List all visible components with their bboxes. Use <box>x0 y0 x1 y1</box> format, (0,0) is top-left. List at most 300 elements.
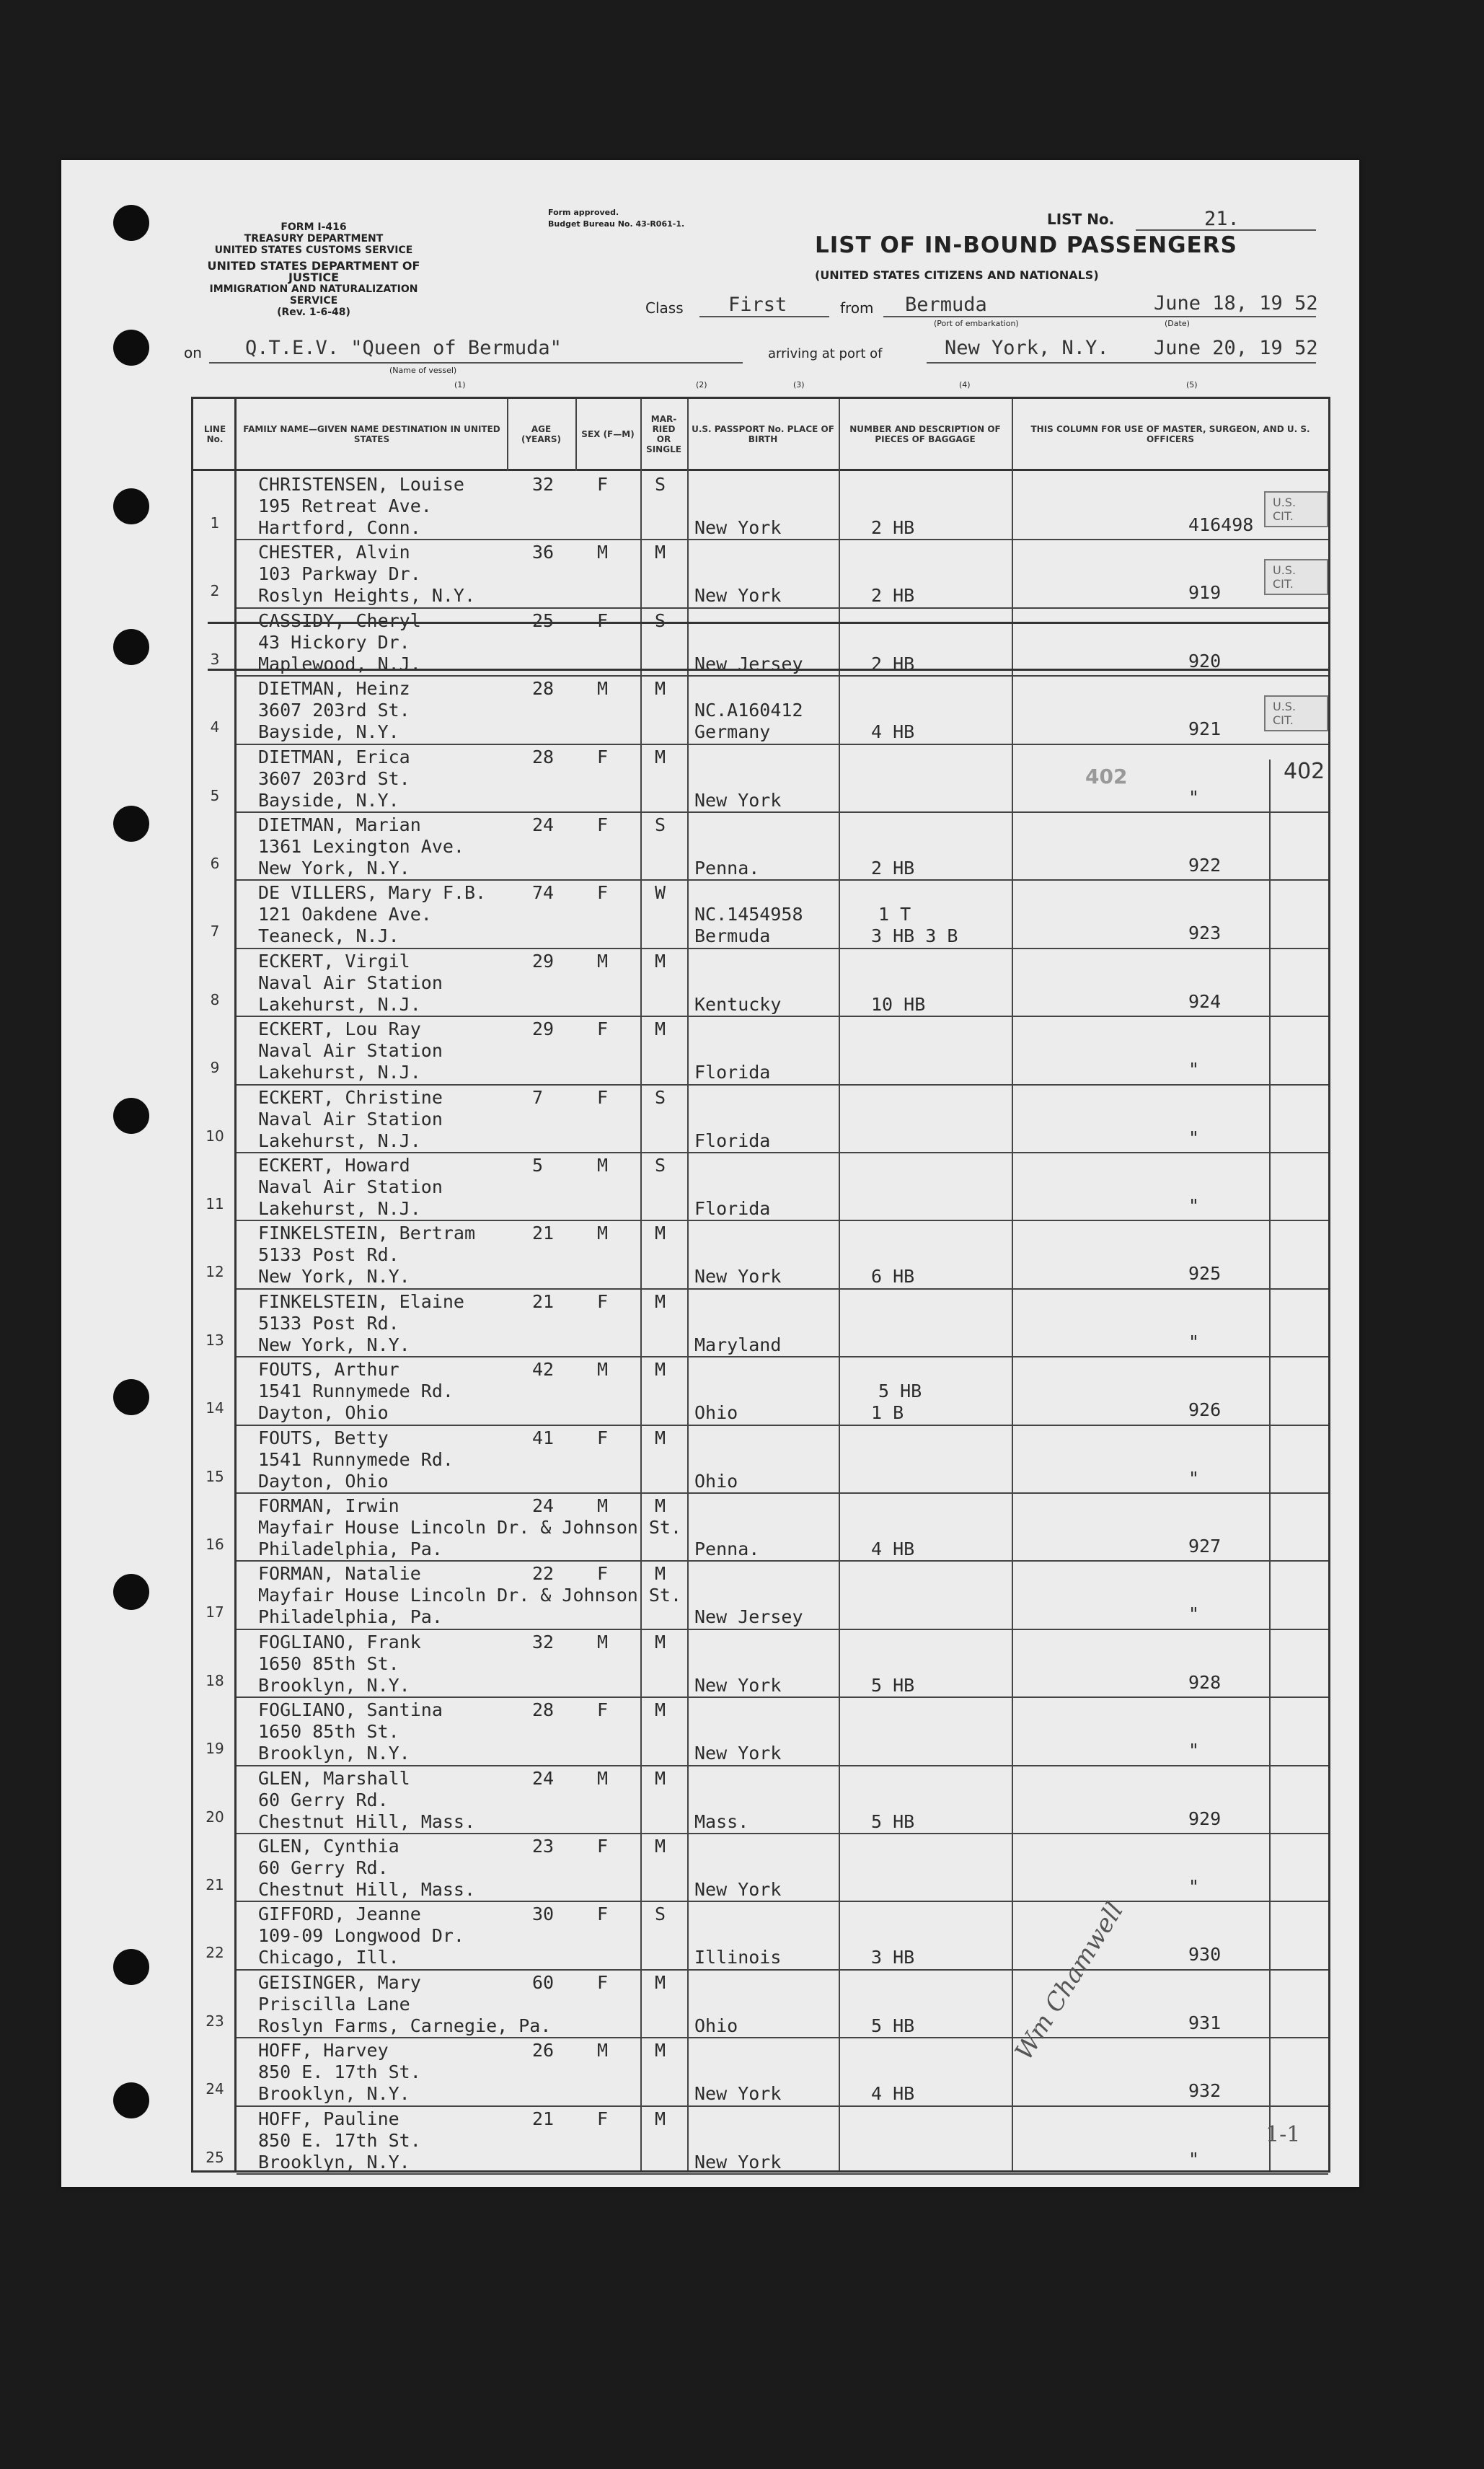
margin-number: 402 <box>1284 759 1325 784</box>
cell-l2: 43 Hickory Dr. <box>258 631 410 653</box>
cell-age: 28 <box>532 1699 555 1721</box>
arrival-date: June 20, 19 52 <box>1154 337 1318 359</box>
punch-hole <box>113 1949 149 1985</box>
cell-sex: F <box>597 1290 609 1312</box>
cell-l2: 1541 Runnymede Rd. <box>258 1381 454 1402</box>
line-number: 10 <box>206 1127 224 1145</box>
punch-hole <box>113 806 149 842</box>
line-number: 13 <box>206 1331 224 1349</box>
cell-l1: FOUTS, Arthur <box>258 1359 399 1381</box>
cell-l1: FOGLIANO, Frank <box>258 1631 421 1652</box>
cell-off: " <box>1188 1195 1200 1216</box>
cell-ms: M <box>655 542 666 563</box>
cell-age: 26 <box>532 2040 555 2061</box>
colhead-officers: THIS COLUMN FOR USE OF MASTER, SURGEON, AND U. S. OFFICERS <box>1012 399 1329 471</box>
document-subtitle: (UNITED STATES CITIZENS AND NATIONALS) <box>815 268 1099 282</box>
cell-l1: CASSIDY, Cheryl <box>258 609 421 631</box>
cell-off: " <box>1188 1331 1200 1352</box>
line-number: 4 <box>210 718 220 736</box>
cell-l1: DIETMAN, Marian <box>258 814 421 835</box>
date-caption: (Date) <box>1165 319 1190 328</box>
cell-l3: Philadelphia, Pa. <box>258 1606 443 1628</box>
cell-l2: Mayfair House Lincoln Dr. & Johnson St. <box>258 1585 681 1606</box>
cell-off: " <box>1188 2148 1200 2170</box>
table-row <box>206 1765 1328 1834</box>
cell-off: 925 <box>1188 1263 1222 1285</box>
cell-l3: Chicago, Ill. <box>258 1947 399 1968</box>
cell-bag2: 3 HB 3 B <box>871 925 958 947</box>
table-row <box>206 1969 1328 2038</box>
table-row <box>210 675 1328 744</box>
cell-l2: Naval Air Station <box>258 1108 443 1130</box>
cell-l3: New York, N.Y. <box>258 1266 410 1288</box>
cell-l3: Lakehurst, N.J. <box>258 993 421 1015</box>
cell-off: 921 <box>1188 718 1222 740</box>
cell-l3: Bayside, N.Y. <box>258 721 399 743</box>
cell-age: 25 <box>532 609 555 631</box>
cell-l2: Priscilla Lane <box>258 1993 410 2015</box>
cell-l1: DIETMAN, Erica <box>258 746 410 767</box>
colhead-passport: U.S. PASSPORT No. PLACE OF BIRTH <box>687 399 839 471</box>
cell-sex: F <box>597 1971 609 1993</box>
cell-l2: 850 E. 17th St. <box>258 2061 421 2083</box>
strike-through-line <box>208 669 1328 671</box>
cell-age: 28 <box>532 746 555 767</box>
cell-l1: GLEN, Marshall <box>258 1767 410 1789</box>
cell-sex: F <box>597 814 609 835</box>
line-number: 8 <box>210 990 220 1008</box>
cell-l2: 5133 Post Rd. <box>258 1244 399 1266</box>
cell-birth: New Jersey <box>694 653 803 674</box>
cell-l2: 1361 Lexington Ave. <box>258 836 464 857</box>
punch-hole <box>113 205 149 241</box>
cell-off: 928 <box>1188 1671 1222 1693</box>
vessel-caption: (Name of vessel) <box>389 366 457 375</box>
cell-l2: 60 Gerry Rd. <box>258 1857 389 1878</box>
us-citizen-stamp: U.S. CIT. <box>1264 695 1328 731</box>
vessel-name: Q.T.E.V. "Queen of Bermuda" <box>245 337 562 359</box>
cell-off: " <box>1188 786 1200 808</box>
cell-l3: Lakehurst, N.J. <box>258 1130 421 1151</box>
cell-bag2: 5 HB <box>871 1674 915 1696</box>
cell-l3: Brooklyn, N.Y. <box>258 1743 410 1764</box>
us-citizen-stamp: U.S. CIT. <box>1264 559 1328 595</box>
from-label: from <box>840 299 874 317</box>
cell-l2: 5133 Post Rd. <box>258 1312 399 1334</box>
cell-ms: M <box>655 1631 666 1652</box>
cell-sex: M <box>597 950 609 972</box>
cell-birth: Kentucky <box>694 993 782 1015</box>
cell-l1: CHRISTENSEN, Louise <box>258 474 464 495</box>
cell-l2: 195 Retreat Ave. <box>258 496 432 516</box>
cell-l3: Chestnut Hill, Mass. <box>258 1810 476 1832</box>
cell-birth: New Jersey <box>694 1606 803 1628</box>
cell-sex: M <box>597 1223 609 1244</box>
cell-birth: Florida <box>694 1198 771 1219</box>
class-label: Class <box>645 299 684 317</box>
cell-off: 924 <box>1188 990 1222 1012</box>
cell-age: 30 <box>532 1904 555 1925</box>
line-number: 23 <box>206 2012 224 2030</box>
cell-sex: F <box>597 882 609 904</box>
table-row <box>206 2105 1328 2175</box>
cell-birth: New York <box>694 2083 782 2105</box>
cell-l3: Lakehurst, N.J. <box>258 1198 421 1219</box>
cell-birth: Penna. <box>694 858 760 879</box>
cell-off: 920 <box>1188 650 1222 672</box>
us-citizen-stamp: U.S. CIT. <box>1264 491 1328 527</box>
cell-age: 32 <box>532 474 555 495</box>
cell-sex: F <box>597 1904 609 1925</box>
cell-l3: Teaneck, N.J. <box>258 925 399 947</box>
cell-l3: Brooklyn, N.Y. <box>258 2151 410 2173</box>
line-number: 21 <box>206 1876 224 1893</box>
table-row <box>210 1016 1328 1085</box>
form-agency-block: FORM I-416 TREASURY DEPARTMENT UNITED STATES CUSTOMS SERVICE UNITED STATES DEPARTMENT OF JUSTICE IMMIGRATION AND NATURALIZATION SERVICE (Rev. 1-6-48) <box>207 221 420 318</box>
colhead-line: LINE No. <box>193 399 237 471</box>
cell-age: 21 <box>532 2108 555 2129</box>
cell-l2: Naval Air Station <box>258 972 443 993</box>
cell-l2: 103 Parkway Dr. <box>258 563 421 585</box>
cell-l2: 121 Oakdene Ave. <box>258 904 432 925</box>
cell-ms: M <box>655 678 666 700</box>
document-title: LIST OF IN-BOUND PASSENGERS <box>815 232 1237 258</box>
cell-l1: FINKELSTEIN, Elaine <box>258 1290 464 1312</box>
line-number: 20 <box>206 1808 224 1826</box>
cell-sex: F <box>597 1836 609 1857</box>
cell-bag2: 1 B <box>871 1402 904 1424</box>
cell-l3: New York, N.Y. <box>258 1334 410 1355</box>
cell-bag2: 6 HB <box>871 1266 915 1288</box>
cell-age: 74 <box>532 882 555 904</box>
cell-age: 5 <box>532 1155 544 1176</box>
cell-ms: M <box>655 1971 666 1993</box>
cell-l1: FORMAN, Irwin <box>258 1495 399 1516</box>
cell-birth: New York <box>694 1674 782 1696</box>
cell-l3: Bayside, N.Y. <box>258 789 399 811</box>
arriving-label: arriving at port of <box>768 346 883 361</box>
cell-sex: F <box>597 1699 609 1721</box>
colhead-married: MAR-RIED OR SINGLE <box>640 399 687 471</box>
cell-off: 929 <box>1188 1808 1222 1829</box>
cell-ms: M <box>655 950 666 972</box>
on-label: on <box>184 344 202 361</box>
cell-ms: M <box>655 1836 666 1857</box>
cell-l1: FORMAN, Natalie <box>258 1563 421 1585</box>
cell-birth: Ohio <box>694 1470 738 1492</box>
cell-off: " <box>1188 1127 1200 1148</box>
cell-age: 60 <box>532 1971 555 1993</box>
line-number: 5 <box>210 786 220 804</box>
cell-ms: M <box>655 1018 666 1040</box>
cell-sex: M <box>597 678 609 700</box>
cell-off: " <box>1188 1059 1200 1081</box>
cell-sex: F <box>597 474 609 495</box>
cell-bag2: 2 HB <box>871 653 915 674</box>
cell-ms: S <box>655 1086 666 1108</box>
cell-sex: F <box>597 1563 609 1585</box>
table-row <box>206 1629 1328 1698</box>
table-row <box>206 1901 1328 1970</box>
cell-ms: S <box>655 1904 666 1925</box>
cell-birth: New York <box>694 2151 782 2173</box>
arrival-port: New York, N.Y. <box>945 337 1109 359</box>
cell-l3: Dayton, Ohio <box>258 1402 389 1424</box>
cell-age: 36 <box>532 542 555 563</box>
cell-sex: M <box>597 2040 609 2061</box>
line-number: 6 <box>210 855 220 872</box>
cell-off: " <box>1188 1740 1200 1761</box>
cell-l2: Naval Air Station <box>258 1040 443 1062</box>
cell-off: 931 <box>1188 2012 1222 2033</box>
cell-pp: NC.1454958 <box>694 904 803 925</box>
colhead-baggage: NUMBER AND DESCRIPTION OF PIECES OF BAGGAGE <box>839 399 1012 471</box>
cell-birth: Germany <box>694 721 771 743</box>
line-number: 18 <box>206 1671 224 1689</box>
budget-bureau: Budget Bureau No. 43-R061-1. <box>548 219 685 229</box>
cell-l3: Chestnut Hill, Mass. <box>258 1879 476 1900</box>
cell-off: " <box>1188 1876 1200 1897</box>
cell-l2: 109-09 Longwood Dr. <box>258 1925 464 1947</box>
line-number: 7 <box>210 923 220 941</box>
cell-off: 416498 <box>1188 514 1254 535</box>
from-value: Bermuda <box>905 294 987 316</box>
table-row <box>206 1288 1328 1357</box>
cell-age: 21 <box>532 1290 555 1312</box>
cell-l3: Hartford, Conn. <box>258 517 421 538</box>
cell-birth: New York <box>694 517 782 538</box>
cell-age: 24 <box>532 1495 555 1516</box>
table-row <box>206 1560 1328 1629</box>
cell-birth: Mass. <box>694 1810 749 1832</box>
line-number: 9 <box>210 1059 220 1077</box>
cell-age: 22 <box>532 1563 555 1585</box>
cell-sex: M <box>597 542 609 563</box>
port-embarkation-caption: (Port of embarkation) <box>934 319 1019 328</box>
cell-sex: M <box>597 1495 609 1516</box>
cell-birth: New York <box>694 585 782 607</box>
cell-age: 7 <box>532 1086 544 1108</box>
cell-l2: Naval Air Station <box>258 1176 443 1197</box>
table-row <box>206 1833 1328 1902</box>
cell-ms: S <box>655 609 666 631</box>
cell-bag2: 4 HB <box>871 1539 915 1559</box>
line-number: 11 <box>206 1195 224 1213</box>
cell-l2: 3607 203rd St. <box>258 700 410 721</box>
cell-sex: M <box>597 1359 609 1381</box>
cell-age: 42 <box>532 1359 555 1381</box>
list-label: LIST No. <box>1047 211 1115 228</box>
cell-bag2: 4 HB <box>871 721 915 743</box>
cell-l1: HOFF, Harvey <box>258 2040 389 2061</box>
cell-l3: Philadelphia, Pa. <box>258 1539 443 1559</box>
cell-off: 923 <box>1188 923 1222 944</box>
cell-ms: W <box>655 882 666 904</box>
col-number-5: (5) <box>1186 380 1198 390</box>
cell-age: 24 <box>532 1767 555 1789</box>
cell-sex: F <box>597 2108 609 2129</box>
cell-bag2: 4 HB <box>871 2083 915 2105</box>
cell-sex: M <box>597 1767 609 1789</box>
cell-l1: FOGLIANO, Santina <box>258 1699 443 1721</box>
cell-sex: F <box>597 1086 609 1108</box>
cell-bag2: 2 HB <box>871 517 915 538</box>
colhead-age: AGE (YEARS) <box>507 399 575 471</box>
line-number: 19 <box>206 1740 224 1758</box>
cell-bag1: 5 HB <box>878 1381 922 1402</box>
cell-sex: M <box>597 1631 609 1652</box>
cell-l3: Roslyn Heights, N.Y. <box>258 585 476 607</box>
cell-ms: M <box>655 1563 666 1585</box>
punch-hole <box>113 1379 149 1415</box>
cell-l1: ECKERT, Virgil <box>258 950 410 972</box>
cell-sex: M <box>597 1155 609 1176</box>
table-row <box>206 1696 1328 1766</box>
colhead-name: FAMILY NAME—GIVEN NAME DESTINATION IN UNITED STATES <box>237 399 507 471</box>
cell-age: 29 <box>532 950 555 972</box>
class-value: First <box>728 294 787 316</box>
cell-ms: M <box>655 746 666 767</box>
passenger-table <box>203 397 1330 2173</box>
punch-hole <box>113 1574 149 1610</box>
cell-sex: F <box>597 1427 609 1448</box>
cell-birth: New York <box>694 1743 782 1764</box>
cell-birth: New York <box>694 1879 782 1900</box>
col-number-4: (4) <box>959 380 971 390</box>
table-row <box>210 744 1328 813</box>
table-row <box>210 471 1328 540</box>
cell-l3: Maplewood, N.J. <box>258 653 421 674</box>
cell-l3: Lakehurst, N.J. <box>258 1062 421 1083</box>
cell-age: 32 <box>532 1631 555 1652</box>
cell-sex: F <box>597 746 609 767</box>
punch-hole <box>113 330 149 366</box>
table-row <box>210 811 1328 881</box>
cell-l3: Brooklyn, N.Y. <box>258 2083 410 2105</box>
cell-ms: M <box>655 1427 666 1448</box>
cell-l2: 60 Gerry Rd. <box>258 1789 389 1810</box>
corner-mark: 1-1 <box>1266 2122 1301 2147</box>
table-row <box>210 607 1328 677</box>
cell-age: 24 <box>532 814 555 835</box>
cell-age: 21 <box>532 1223 555 1244</box>
cell-off: 922 <box>1188 855 1222 876</box>
table-row <box>206 1356 1328 1425</box>
cell-bag2: 2 HB <box>871 858 915 879</box>
cell-birth: Illinois <box>694 1947 782 1968</box>
cell-bag2: 3 HB <box>871 1947 915 1968</box>
punch-hole <box>113 629 149 665</box>
cell-l2: 1650 85th St. <box>258 1652 399 1674</box>
cell-ms: S <box>655 1155 666 1176</box>
table-row <box>206 1152 1328 1221</box>
cell-ms: M <box>655 1767 666 1789</box>
punch-hole <box>113 488 149 524</box>
cell-l3: Brooklyn, N.Y. <box>258 1674 410 1696</box>
cell-birth: Ohio <box>694 1402 738 1424</box>
cell-bag2: 10 HB <box>871 993 926 1015</box>
cell-bag2: 2 HB <box>871 585 915 607</box>
cell-l1: FINKELSTEIN, Bertram <box>258 1223 476 1244</box>
line-number: 12 <box>206 1263 224 1281</box>
line-number: 2 <box>210 582 220 600</box>
cell-l3: New York, N.Y. <box>258 858 410 879</box>
faint-stamp-number: 402 <box>1085 765 1128 788</box>
cell-birth: Florida <box>694 1062 771 1083</box>
document-page <box>61 160 1359 2187</box>
cell-off: 932 <box>1188 2080 1222 2102</box>
punch-hole <box>113 1098 149 1134</box>
cell-ms: M <box>655 1495 666 1516</box>
cell-bag1: 1 T <box>878 904 911 925</box>
cell-birth: New York <box>694 1266 782 1288</box>
cell-l1: DIETMAN, Heinz <box>258 678 410 700</box>
cell-off: " <box>1188 1603 1200 1625</box>
col-number-2: (2) <box>696 380 707 390</box>
cell-bag2: 5 HB <box>871 1810 915 1832</box>
cell-l1: GIFFORD, Jeanne <box>258 1904 421 1925</box>
cell-off: 930 <box>1188 1944 1222 1966</box>
cell-l1: GEISINGER, Mary <box>258 1971 421 1993</box>
table-row <box>210 539 1328 608</box>
line-number: 1 <box>210 514 220 532</box>
colhead-sex: SEX (F—M) <box>575 399 640 471</box>
table-row <box>206 1425 1328 1494</box>
table-row <box>210 879 1328 949</box>
cell-l1: ECKERT, Lou Ray <box>258 1018 421 1040</box>
cell-off: 926 <box>1188 1399 1222 1421</box>
col-number-1: (1) <box>454 380 466 390</box>
cell-l2: Mayfair House Lincoln Dr. & Johnson St. <box>258 1517 681 1538</box>
line-number: 22 <box>206 1944 224 1962</box>
cell-ms: M <box>655 1223 666 1244</box>
cell-ms: M <box>655 1359 666 1381</box>
cell-ms: M <box>655 2040 666 2061</box>
line-number: 14 <box>206 1399 224 1417</box>
form-approved: Form approved. <box>548 208 619 217</box>
cell-l1: GLEN, Cynthia <box>258 1836 399 1857</box>
table-row <box>206 1492 1328 1562</box>
cell-birth: New York <box>694 789 782 811</box>
cell-ms: S <box>655 474 666 495</box>
punch-hole <box>113 2082 149 2118</box>
line-number: 25 <box>206 2148 224 2166</box>
cell-l1: ECKERT, Christine <box>258 1086 443 1108</box>
cell-pp: NC.A160412 <box>694 700 803 721</box>
table-row <box>210 948 1328 1017</box>
cell-off: 927 <box>1188 1536 1222 1557</box>
table-row <box>206 1084 1328 1153</box>
line-number: 17 <box>206 1603 224 1621</box>
cell-off: 919 <box>1188 582 1222 604</box>
cell-birth: Maryland <box>694 1334 782 1355</box>
line-number: 16 <box>206 1536 224 1553</box>
cell-ms: S <box>655 814 666 835</box>
cell-sex: F <box>597 1018 609 1040</box>
cell-l1: ECKERT, Howard <box>258 1155 410 1176</box>
departure-date: June 18, 19 52 <box>1154 292 1318 314</box>
cell-ms: M <box>655 1699 666 1721</box>
cell-l3: Dayton, Ohio <box>258 1470 389 1492</box>
line-number: 24 <box>206 2080 224 2098</box>
cell-bag2: 5 HB <box>871 2015 915 2036</box>
cell-l1: CHESTER, Alvin <box>258 542 410 563</box>
line-number: 3 <box>210 650 220 668</box>
cell-l2: 3607 203rd St. <box>258 767 410 789</box>
cell-l2: 850 E. 17th St. <box>258 2129 421 2151</box>
col-number-3: (3) <box>793 380 805 390</box>
cell-birth: Bermuda <box>694 925 771 947</box>
